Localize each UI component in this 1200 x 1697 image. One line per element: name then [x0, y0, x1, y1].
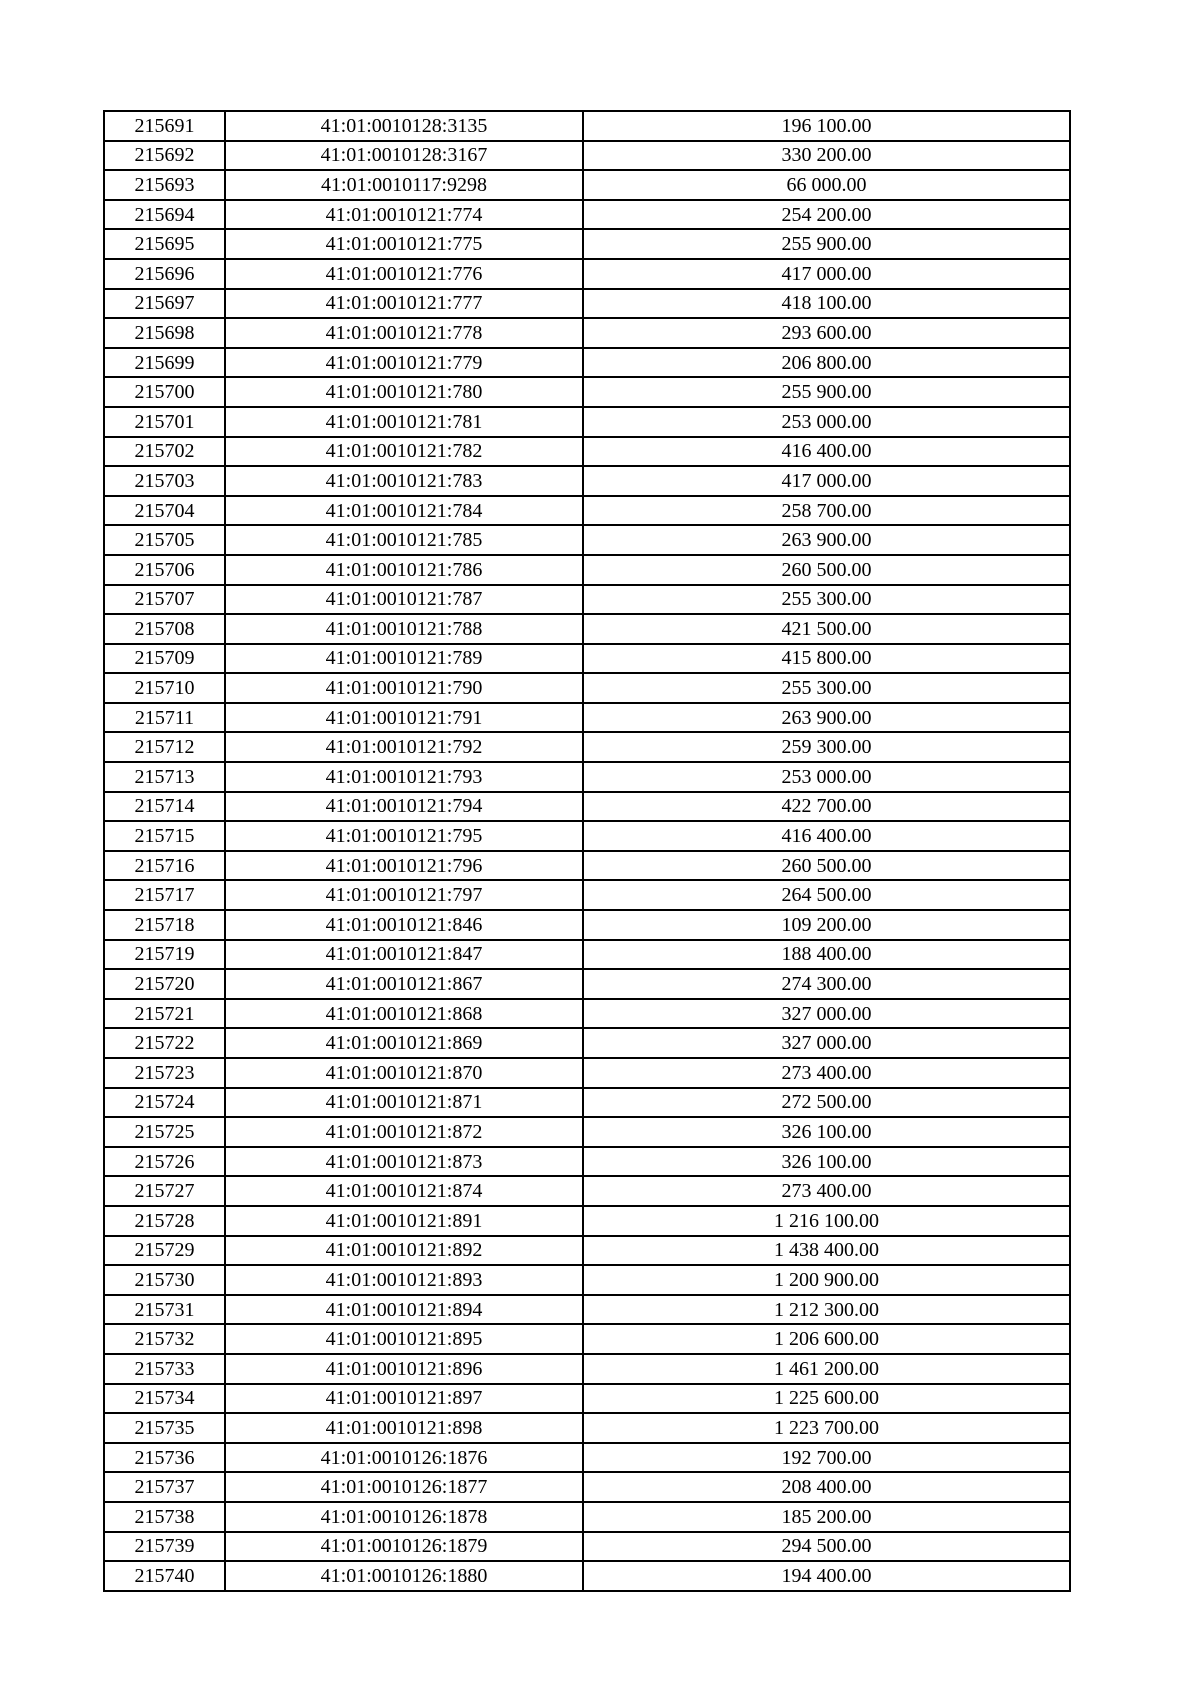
- table-body: [104, 111, 1070, 1591]
- row-number-cell: 215727: [104, 1176, 225, 1206]
- value-cell: 1 216 100.00: [583, 1206, 1070, 1236]
- table-row: [104, 1413, 1070, 1443]
- row-number-cell: 215700: [104, 377, 225, 407]
- row-number-cell: 215732: [104, 1324, 225, 1354]
- cadastral-number-cell: 41:01:0010121:794: [225, 792, 583, 822]
- value-cell: 326 100.00: [583, 1117, 1070, 1147]
- cadastral-number-cell: 41:01:0010121:782: [225, 437, 583, 467]
- cadastral-number-cell: 41:01:0010121:784: [225, 496, 583, 526]
- table-row: [104, 1384, 1070, 1414]
- table-row: [104, 407, 1070, 437]
- row-number-cell: 215733: [104, 1354, 225, 1384]
- table-row: [104, 555, 1070, 585]
- row-number-cell: 215735: [104, 1413, 225, 1443]
- row-number-cell: 215713: [104, 762, 225, 792]
- row-number-cell: 215726: [104, 1147, 225, 1177]
- table-row: [104, 880, 1070, 910]
- table-row: [104, 821, 1070, 851]
- table-row: [104, 792, 1070, 822]
- cadastral-number-cell: 41:01:0010121:868: [225, 999, 583, 1029]
- value-cell: 327 000.00: [583, 999, 1070, 1029]
- value-cell: 255 900.00: [583, 229, 1070, 259]
- cadastral-number-cell: 41:01:0010121:896: [225, 1354, 583, 1384]
- value-cell: 272 500.00: [583, 1088, 1070, 1118]
- value-cell: 255 300.00: [583, 585, 1070, 615]
- value-cell: 263 900.00: [583, 703, 1070, 733]
- cadastral-number-cell: 41:01:0010121:893: [225, 1265, 583, 1295]
- value-cell: 260 500.00: [583, 851, 1070, 881]
- row-number-cell: 215703: [104, 466, 225, 496]
- table-row: [104, 437, 1070, 467]
- value-cell: 1 212 300.00: [583, 1295, 1070, 1325]
- table-row: [104, 318, 1070, 348]
- table-row: [104, 1265, 1070, 1295]
- row-number-cell: 215718: [104, 910, 225, 940]
- row-number-cell: 215691: [104, 111, 225, 141]
- value-cell: 417 000.00: [583, 259, 1070, 289]
- cadastral-number-cell: 41:01:0010121:780: [225, 377, 583, 407]
- cadastral-number-cell: 41:01:0010121:785: [225, 525, 583, 555]
- value-cell: 260 500.00: [583, 555, 1070, 585]
- cadastral-number-cell: 41:01:0010121:778: [225, 318, 583, 348]
- value-cell: 1 206 600.00: [583, 1324, 1070, 1354]
- row-number-cell: 215695: [104, 229, 225, 259]
- value-cell: 293 600.00: [583, 318, 1070, 348]
- row-number-cell: 215737: [104, 1472, 225, 1502]
- value-cell: 194 400.00: [583, 1561, 1070, 1591]
- table-row: [104, 1354, 1070, 1384]
- value-cell: 192 700.00: [583, 1443, 1070, 1473]
- cadastral-number-cell: 41:01:0010121:894: [225, 1295, 583, 1325]
- cadastral-number-cell: 41:01:0010121:891: [225, 1206, 583, 1236]
- cadastral-number-cell: 41:01:0010121:872: [225, 1117, 583, 1147]
- table-row: [104, 170, 1070, 200]
- row-number-cell: 215711: [104, 703, 225, 733]
- table-row: [104, 1176, 1070, 1206]
- value-cell: 273 400.00: [583, 1058, 1070, 1088]
- cadastral-number-cell: 41:01:0010121:779: [225, 348, 583, 378]
- row-number-cell: 215719: [104, 940, 225, 970]
- table-row: [104, 1028, 1070, 1058]
- cadastral-number-cell: 41:01:0010121:790: [225, 673, 583, 703]
- value-cell: 416 400.00: [583, 437, 1070, 467]
- value-cell: 294 500.00: [583, 1532, 1070, 1562]
- table-row: [104, 673, 1070, 703]
- row-number-cell: 215709: [104, 644, 225, 674]
- table-row: [104, 703, 1070, 733]
- row-number-cell: 215702: [104, 437, 225, 467]
- value-cell: 188 400.00: [583, 940, 1070, 970]
- row-number-cell: 215730: [104, 1265, 225, 1295]
- table-row: [104, 1147, 1070, 1177]
- cadastral-number-cell: 41:01:0010121:871: [225, 1088, 583, 1118]
- table-row: [104, 614, 1070, 644]
- table-row: [104, 1324, 1070, 1354]
- cadastral-number-cell: 41:01:0010121:867: [225, 969, 583, 999]
- cadastral-number-cell: 41:01:0010126:1878: [225, 1502, 583, 1532]
- value-cell: 421 500.00: [583, 614, 1070, 644]
- cadastral-number-cell: 41:01:0010121:776: [225, 259, 583, 289]
- cadastral-number-cell: 41:01:0010121:789: [225, 644, 583, 674]
- row-number-cell: 215722: [104, 1028, 225, 1058]
- value-cell: 253 000.00: [583, 407, 1070, 437]
- cadastral-number-cell: 41:01:0010121:783: [225, 466, 583, 496]
- value-cell: 422 700.00: [583, 792, 1070, 822]
- cadastral-number-cell: 41:01:0010121:892: [225, 1236, 583, 1266]
- row-number-cell: 215723: [104, 1058, 225, 1088]
- table-row: [104, 289, 1070, 319]
- cadastral-number-cell: 41:01:0010126:1879: [225, 1532, 583, 1562]
- cadastral-number-cell: 41:01:0010126:1880: [225, 1561, 583, 1591]
- row-number-cell: 215701: [104, 407, 225, 437]
- cadastral-number-cell: 41:01:0010117:9298: [225, 170, 583, 200]
- cadastral-number-cell: 41:01:0010121:788: [225, 614, 583, 644]
- cadastral-number-cell: 41:01:0010121:795: [225, 821, 583, 851]
- table-row: [104, 969, 1070, 999]
- table-row: [104, 940, 1070, 970]
- row-number-cell: 215721: [104, 999, 225, 1029]
- cadastral-number-cell: 41:01:0010121:775: [225, 229, 583, 259]
- cadastral-number-cell: 41:01:0010126:1877: [225, 1472, 583, 1502]
- value-cell: 327 000.00: [583, 1028, 1070, 1058]
- row-number-cell: 215694: [104, 200, 225, 230]
- table-row: [104, 1502, 1070, 1532]
- table-row: [104, 377, 1070, 407]
- table-row: [104, 910, 1070, 940]
- row-number-cell: 215692: [104, 141, 225, 171]
- row-number-cell: 215716: [104, 851, 225, 881]
- value-cell: 326 100.00: [583, 1147, 1070, 1177]
- cadastral-number-cell: 41:01:0010121:793: [225, 762, 583, 792]
- cadastral-number-cell: 41:01:0010121:895: [225, 1324, 583, 1354]
- value-cell: 206 800.00: [583, 348, 1070, 378]
- value-cell: 66 000.00: [583, 170, 1070, 200]
- cadastral-number-cell: 41:01:0010121:869: [225, 1028, 583, 1058]
- cadastral-number-cell: 41:01:0010121:787: [225, 585, 583, 615]
- table-row: [104, 1058, 1070, 1088]
- row-number-cell: 215710: [104, 673, 225, 703]
- value-cell: 255 900.00: [583, 377, 1070, 407]
- table-row: [104, 762, 1070, 792]
- value-cell: 1 200 900.00: [583, 1265, 1070, 1295]
- cadastral-number-cell: 41:01:0010121:847: [225, 940, 583, 970]
- cadastral-number-cell: 41:01:0010128:3135: [225, 111, 583, 141]
- value-cell: 273 400.00: [583, 1176, 1070, 1206]
- cadastral-number-cell: 41:01:0010121:873: [225, 1147, 583, 1177]
- table-row: [104, 1443, 1070, 1473]
- cadastral-number-cell: 41:01:0010121:791: [225, 703, 583, 733]
- value-cell: 196 100.00: [583, 111, 1070, 141]
- table-row: [104, 1472, 1070, 1502]
- value-cell: 415 800.00: [583, 644, 1070, 674]
- row-number-cell: 215715: [104, 821, 225, 851]
- row-number-cell: 215739: [104, 1532, 225, 1562]
- value-cell: 208 400.00: [583, 1472, 1070, 1502]
- row-number-cell: 215714: [104, 792, 225, 822]
- value-cell: 418 100.00: [583, 289, 1070, 319]
- value-cell: 253 000.00: [583, 762, 1070, 792]
- row-number-cell: 215704: [104, 496, 225, 526]
- row-number-cell: 215707: [104, 585, 225, 615]
- value-cell: 1 225 600.00: [583, 1384, 1070, 1414]
- cadastral-value-table: [103, 110, 1071, 1592]
- row-number-cell: 215717: [104, 880, 225, 910]
- value-cell: 263 900.00: [583, 525, 1070, 555]
- row-number-cell: 215729: [104, 1236, 225, 1266]
- table-row: [104, 496, 1070, 526]
- cadastral-number-cell: 41:01:0010121:796: [225, 851, 583, 881]
- row-number-cell: 215693: [104, 170, 225, 200]
- row-number-cell: 215708: [104, 614, 225, 644]
- table-row: [104, 1088, 1070, 1118]
- value-cell: 416 400.00: [583, 821, 1070, 851]
- cadastral-number-cell: 41:01:0010121:897: [225, 1384, 583, 1414]
- value-cell: 1 438 400.00: [583, 1236, 1070, 1266]
- table-row: [104, 851, 1070, 881]
- value-cell: 258 700.00: [583, 496, 1070, 526]
- cadastral-number-cell: 41:01:0010121:797: [225, 880, 583, 910]
- row-number-cell: 215731: [104, 1295, 225, 1325]
- cadastral-number-cell: 41:01:0010121:846: [225, 910, 583, 940]
- cadastral-number-cell: 41:01:0010121:898: [225, 1413, 583, 1443]
- value-cell: 417 000.00: [583, 466, 1070, 496]
- table-row: [104, 732, 1070, 762]
- row-number-cell: 215699: [104, 348, 225, 378]
- row-number-cell: 215725: [104, 1117, 225, 1147]
- row-number-cell: 215740: [104, 1561, 225, 1591]
- value-cell: 185 200.00: [583, 1502, 1070, 1532]
- table-row: [104, 466, 1070, 496]
- value-cell: 264 500.00: [583, 880, 1070, 910]
- cadastral-number-cell: 41:01:0010121:781: [225, 407, 583, 437]
- row-number-cell: 215734: [104, 1384, 225, 1414]
- cadastral-number-cell: 41:01:0010121:870: [225, 1058, 583, 1088]
- value-cell: 254 200.00: [583, 200, 1070, 230]
- table-row: [104, 1206, 1070, 1236]
- table-row: [104, 1295, 1070, 1325]
- row-number-cell: 215728: [104, 1206, 225, 1236]
- table-row: [104, 1532, 1070, 1562]
- table-row: [104, 644, 1070, 674]
- table-row: [104, 999, 1070, 1029]
- value-cell: 109 200.00: [583, 910, 1070, 940]
- value-cell: 274 300.00: [583, 969, 1070, 999]
- table-row: [104, 259, 1070, 289]
- table-row: [104, 1561, 1070, 1591]
- table-row: [104, 1117, 1070, 1147]
- value-cell: 1 461 200.00: [583, 1354, 1070, 1384]
- row-number-cell: 215697: [104, 289, 225, 319]
- cadastral-number-cell: 41:01:0010128:3167: [225, 141, 583, 171]
- cadastral-number-cell: 41:01:0010121:786: [225, 555, 583, 585]
- cadastral-number-cell: 41:01:0010121:792: [225, 732, 583, 762]
- value-cell: 1 223 700.00: [583, 1413, 1070, 1443]
- table-row: [104, 200, 1070, 230]
- value-cell: 259 300.00: [583, 732, 1070, 762]
- row-number-cell: 215705: [104, 525, 225, 555]
- table-row: [104, 141, 1070, 171]
- table-row: [104, 111, 1070, 141]
- row-number-cell: 215706: [104, 555, 225, 585]
- row-number-cell: 215724: [104, 1088, 225, 1118]
- value-cell: 330 200.00: [583, 141, 1070, 171]
- value-cell: 255 300.00: [583, 673, 1070, 703]
- row-number-cell: 215712: [104, 732, 225, 762]
- table-row: [104, 585, 1070, 615]
- table-row: [104, 525, 1070, 555]
- table-row: [104, 1236, 1070, 1266]
- cadastral-number-cell: 41:01:0010126:1876: [225, 1443, 583, 1473]
- row-number-cell: 215736: [104, 1443, 225, 1473]
- row-number-cell: 215738: [104, 1502, 225, 1532]
- table-row: [104, 348, 1070, 378]
- row-number-cell: 215696: [104, 259, 225, 289]
- cadastral-number-cell: 41:01:0010121:774: [225, 200, 583, 230]
- table-row: [104, 229, 1070, 259]
- row-number-cell: 215698: [104, 318, 225, 348]
- row-number-cell: 215720: [104, 969, 225, 999]
- cadastral-number-cell: 41:01:0010121:777: [225, 289, 583, 319]
- cadastral-number-cell: 41:01:0010121:874: [225, 1176, 583, 1206]
